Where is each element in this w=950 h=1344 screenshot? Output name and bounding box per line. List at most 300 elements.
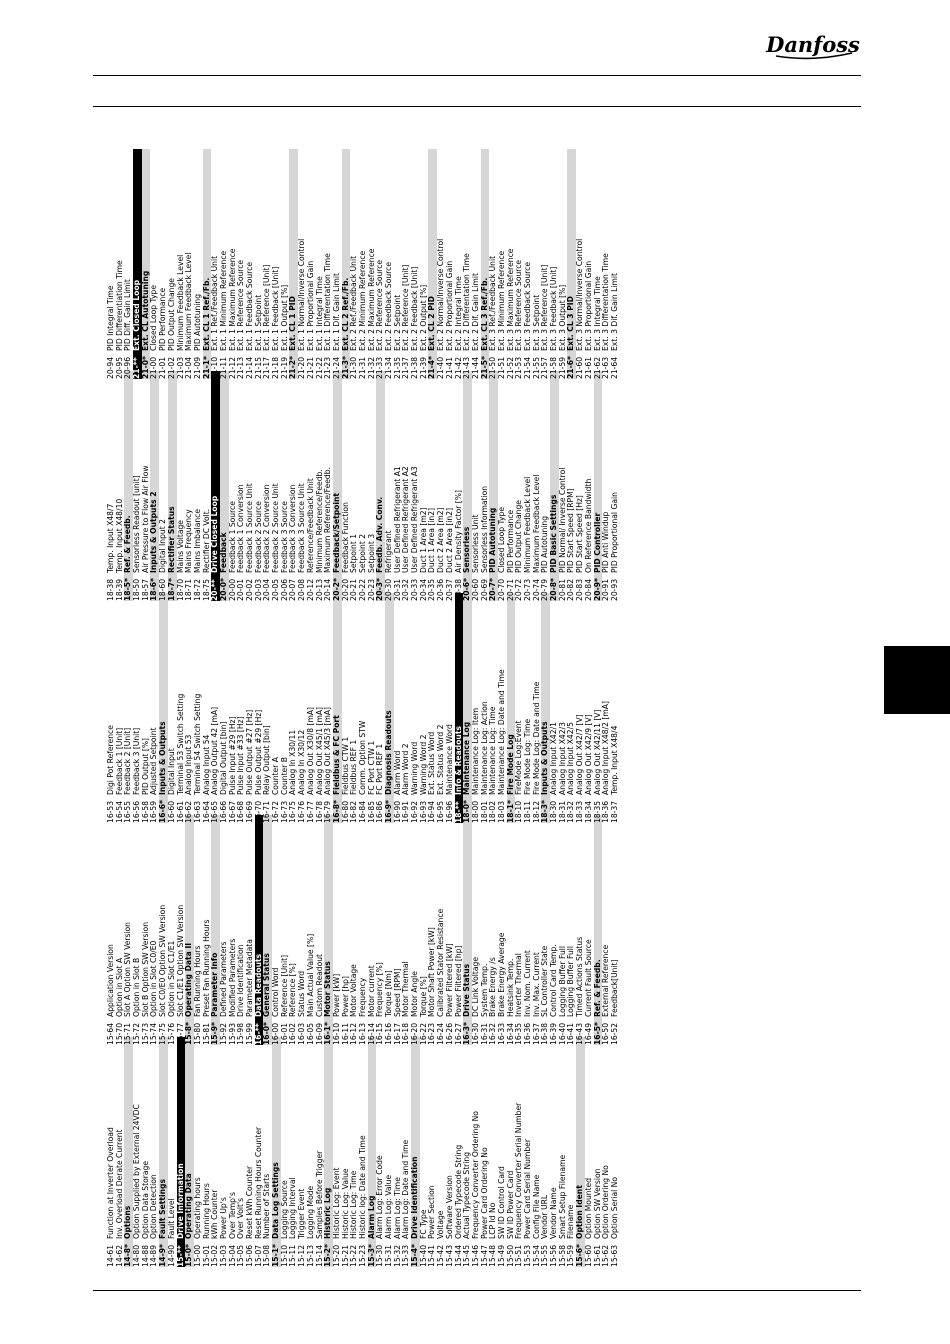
- parameter-name: Inputs & Outputs: [540, 721, 550, 795]
- parameter-name: Sensorless: [462, 526, 472, 573]
- parameter-name: Ext. 2 Feedback Source: [384, 262, 393, 351]
- parameter-name: Option in Slot C1/E1: [166, 940, 176, 1017]
- parameter-name: Terminal 53 Switch Setting: [175, 693, 185, 795]
- parameter-number: 18-32: [566, 800, 576, 823]
- parameter-number: 21-59: [557, 356, 567, 379]
- parameter-name: Ext. 2 Dif. Gain Limit: [470, 273, 480, 351]
- parameter-name: Options: [123, 1205, 133, 1239]
- parameter-name: Warning Word 2: [418, 734, 428, 795]
- parameter-number: 18-**: [453, 801, 463, 823]
- parameter-name: Frequency: [357, 977, 367, 1017]
- parameter-number: 16-95: [436, 800, 446, 823]
- parameter-row: [611, 371, 620, 601]
- parameter-number: 20-30: [384, 578, 393, 601]
- parameter-number: 21-15: [253, 356, 263, 379]
- parameter-number: 18-37: [609, 800, 619, 823]
- parameter-number: 16-31: [479, 1022, 489, 1045]
- parameter-name: Ext. Status Word: [427, 731, 437, 795]
- parameter-name: Feedback 2 Conversion: [262, 484, 272, 573]
- parameter-name: Ext. 2 Output [%]: [418, 284, 428, 351]
- parameter-number: 15-72: [132, 1022, 142, 1045]
- parameter-number: 20-2*: [331, 578, 341, 601]
- parameter-name: Option Ident: [575, 1185, 585, 1239]
- parameter-number: 16-72: [271, 800, 281, 823]
- parameter-name: Mains Voltage: [175, 520, 185, 573]
- parameter-name: Drive Identification: [410, 1156, 420, 1239]
- parameter-number: 16-56: [132, 800, 142, 823]
- parameter-name: SW ID Power Card: [505, 1170, 515, 1239]
- parameter-number: 16-6*: [158, 800, 168, 823]
- parameter-name: Feedback: [218, 532, 228, 573]
- parameter-name: User Defined Refrigerant A3: [410, 466, 420, 573]
- parameter-number: 20-01: [236, 578, 246, 601]
- footer-rule: [93, 1290, 861, 1291]
- parameter-number: 20-7*: [488, 578, 498, 601]
- parameter-name: Ext. CL 2 PID: [427, 296, 437, 351]
- parameter-name: Maintenance Log: Item: [470, 707, 480, 795]
- parameter-number: 18-02: [488, 800, 498, 823]
- parameter-name: Motor Angle: [410, 971, 420, 1017]
- parameter-number: 16-64: [201, 800, 211, 823]
- parameter-number: 15-92: [218, 1022, 228, 1045]
- parameter-name: FC Type: [418, 1209, 428, 1239]
- parameter-number: 16-75: [288, 800, 298, 823]
- parameter-number: 14-89: [149, 1244, 159, 1267]
- parameter-number: 15-59: [566, 1244, 576, 1267]
- parameter-name: Option in Slot B: [132, 957, 142, 1017]
- parameter-name: Option Mounted: [583, 1177, 593, 1239]
- parameter-number: 21-04: [184, 356, 194, 379]
- parameter-number: 18-36: [601, 800, 611, 823]
- parameter-name: Filename: [566, 1204, 576, 1239]
- parameter-name: Operating hours: [192, 1177, 202, 1239]
- parameter-name: Custom Readout: [314, 953, 324, 1017]
- parameter-name: Software Version: [444, 1175, 454, 1239]
- parameter-name: Reference/Feedback Unit: [305, 478, 315, 573]
- parameter-number: 20-3*: [375, 578, 385, 601]
- parameter-name: Slot A Option SW Version: [123, 922, 133, 1017]
- parameter-name: PID Output [%]: [140, 737, 150, 795]
- parameter-number: 15-11: [288, 1244, 298, 1267]
- parameter-number: 16-18: [401, 1022, 411, 1045]
- parameter-name: Ext. 1 Feedback Source: [245, 262, 254, 351]
- parameter-number: 20-07: [288, 578, 298, 601]
- parameter-number: 16-09: [314, 1022, 324, 1045]
- parameter-name: Logging Buffer Full: [557, 946, 567, 1017]
- parameter-number: 16-01: [279, 1022, 289, 1045]
- parameter-name: Counter A: [271, 757, 281, 795]
- parameter-number: 21-00: [149, 356, 159, 379]
- parameter-number: 15-54: [531, 1244, 541, 1267]
- parameter-name: Duct 1 Area [m2]: [418, 507, 428, 573]
- logo-wordmark: Danfoss: [766, 32, 860, 57]
- parameter-number: 15-07: [253, 1244, 263, 1267]
- parameter-name: Data Log Settings: [271, 1162, 281, 1239]
- parameter-number: 16-63: [192, 800, 202, 823]
- parameter-name: Ext. 1 Feedback [Unit]: [271, 266, 281, 351]
- parameter-number: 21-24: [331, 356, 341, 379]
- parameter-name: Feedb. Adv. Conv.: [375, 496, 385, 573]
- parameter-name: PID Autotuning: [540, 515, 550, 573]
- parameter-name: Ext. 1 Proportional Gain: [305, 260, 315, 351]
- parameter-number: 18-34: [583, 800, 593, 823]
- parameter-number: 15-60: [583, 1244, 593, 1267]
- parameter-number: 16-85: [366, 800, 376, 823]
- parameter-name: Frequency Converter Serial Number: [514, 1102, 524, 1239]
- parameter-name: Brake Energy /s: [488, 957, 498, 1017]
- parameter-column: [107, 1037, 620, 1267]
- parameter-name: Analog Out X45/1 [mA]: [314, 706, 324, 795]
- parameter-number: 16-03: [297, 1022, 307, 1045]
- parameter-number: 20-38: [453, 578, 463, 601]
- parameter-name: Inputs & Outputs: [158, 721, 168, 795]
- parameter-name: Adjusted Setpoint: [149, 727, 159, 795]
- parameter-list: [107, 127, 855, 1267]
- parameter-name: Application Version: [106, 944, 115, 1017]
- parameter-number: 16-9*: [384, 800, 393, 823]
- parameter-number: 16-52: [609, 1022, 619, 1045]
- parameter-name: Digital Input: [166, 748, 176, 795]
- parameter-number: 20-00: [227, 578, 237, 601]
- parameter-number: 18-6*: [149, 578, 159, 601]
- parameter-name: Duct 2 Area [in2]: [444, 507, 454, 573]
- parameter-name: Ext. 3 Feedback [Unit]: [549, 266, 559, 351]
- section-tab-marker: [884, 646, 950, 714]
- parameter-number: 16-90: [392, 800, 402, 823]
- parameter-name: Analog Input X42/5: [566, 722, 576, 795]
- parameter-name: Fan Running Hours: [192, 945, 202, 1017]
- parameter-number: 21-18: [271, 356, 281, 379]
- parameter-name: Rectifier Status: [166, 506, 176, 573]
- parameter-name: Ext. 2 Reference [Unit]: [401, 264, 411, 351]
- parameter-name: Fault Level: [166, 1198, 176, 1239]
- parameter-number: 15-23: [357, 1244, 367, 1267]
- header-rule: [93, 75, 861, 76]
- parameter-row: [611, 593, 620, 823]
- parameter-number: 15-71: [123, 1022, 133, 1045]
- parameter-number: 15-22: [349, 1244, 359, 1267]
- parameter-number: 16-13: [357, 1022, 367, 1045]
- parameter-name: Speed [RPM]: [392, 968, 402, 1017]
- parameter-number: 15-61: [592, 1244, 602, 1267]
- parameter-name: Power Section: [427, 1185, 437, 1239]
- parameter-name: Logging Source: [279, 1180, 289, 1239]
- parameter-number: 16-24: [436, 1022, 446, 1045]
- parameter-name: Feedback 1 [Unit]: [114, 727, 124, 795]
- parameter-number: 16-17: [392, 1022, 402, 1045]
- parameter-name: Modified Parameters: [227, 938, 237, 1017]
- parameter-name: Ext. 1 Dif. Gain Limit: [331, 273, 341, 351]
- parameter-number: 21-10: [210, 356, 220, 379]
- parameter-name: PID Integral Time: [106, 285, 115, 351]
- parameter-number: 18-7*: [166, 578, 176, 601]
- parameter-name: Running Hours: [201, 1183, 211, 1239]
- parameter-name: Maximum Reference/Feedb.: [323, 467, 333, 573]
- parameter-number: 18-31: [557, 800, 567, 823]
- parameter-number: 15-00: [192, 1244, 202, 1267]
- parameter-number: 18-30: [549, 800, 559, 823]
- parameter-number: 16-14: [366, 1022, 376, 1045]
- parameter-name: Terminal 54 Switch Setting: [192, 693, 202, 795]
- parameter-number: 14-9*: [158, 1244, 168, 1267]
- parameter-number: 20-03: [253, 578, 263, 601]
- parameter-name: Fault Settings: [158, 1179, 168, 1239]
- parameter-number: 16-23: [427, 1022, 437, 1045]
- parameter-name: Rectifier DC Volt.: [201, 508, 211, 573]
- parameter-name: PID Autotuning: [488, 507, 498, 573]
- parameter-number: 16-65: [210, 800, 220, 823]
- parameter-name: External Reference: [601, 944, 611, 1017]
- parameter-name: Reference [Unit]: [279, 954, 289, 1017]
- parameter-number: 15-47: [479, 1244, 489, 1267]
- parameter-number: 18-12: [531, 800, 541, 823]
- parameter-number: 21-38: [410, 356, 420, 379]
- parameter-name: Option Serial No: [609, 1177, 619, 1239]
- parameter-number: 16-60: [166, 800, 176, 823]
- parameter-name: Digital Output [bin]: [218, 721, 228, 795]
- parameter-number: 18-39: [114, 578, 124, 601]
- parameter-number: 20-35: [427, 578, 437, 601]
- parameter-name: Maintenance Word: [444, 724, 454, 795]
- parameter-number: 21-0*: [140, 356, 150, 379]
- parameter-name: Current Fault Source: [583, 939, 593, 1017]
- parameter-name: Info & Readouts: [453, 726, 463, 795]
- parameter-number: 21-50: [488, 356, 498, 379]
- parameter-name: Analog Out X42/7 [V]: [575, 714, 585, 795]
- parameter-number: 20-12: [305, 578, 315, 601]
- parameter-name: Voltage: [436, 1210, 446, 1239]
- parameter-number: 21-3*: [340, 356, 350, 379]
- parameter-name: Ext. 3 Normal/Inverse Control: [575, 238, 585, 351]
- parameter-name: Analog Input 54: [201, 734, 211, 795]
- parameter-number: 21-4*: [427, 356, 437, 379]
- parameter-name: Inputs & Outputs 2: [149, 491, 159, 573]
- parameter-number: 18-1*: [505, 800, 515, 823]
- parameter-name: Fieldbus REF 1: [349, 739, 359, 795]
- parameter-number: 15-0*: [184, 1244, 194, 1267]
- parameter-number: 15-75: [158, 1022, 168, 1045]
- parameter-number: 16-5*: [592, 1022, 602, 1045]
- parameter-number: 21-35: [392, 356, 402, 379]
- parameter-name: Inv. Max. Current: [531, 952, 541, 1017]
- parameter-name: Analog Out X45/3 [mA]: [323, 706, 333, 795]
- parameter-number: 15-80: [192, 1022, 202, 1045]
- parameter-number: 15-98: [236, 1022, 246, 1045]
- parameter-number: 15-55: [540, 1244, 550, 1267]
- parameter-name: Air Pressure to Flow Air Flow: [140, 465, 150, 573]
- parameter-name: PID Start Speed [RPM]: [566, 488, 576, 573]
- parameter-name: Alarm Word 2: [401, 743, 411, 795]
- parameter-name: Drive Status: [462, 963, 472, 1017]
- parameter-number: 20-14: [323, 578, 333, 601]
- parameter-number: 21-42: [453, 356, 463, 379]
- parameter-number: 18-3*: [540, 800, 550, 823]
- parameter-name: Motor Thermal: [401, 961, 411, 1017]
- parameter-number: 15-50: [505, 1244, 515, 1267]
- parameter-number: 16-92: [410, 800, 420, 823]
- parameter-number: 20-93: [609, 578, 619, 601]
- parameter-name: Fieldbus CTW 1: [340, 736, 350, 795]
- parameter-number: 15-41: [427, 1244, 437, 1267]
- parameter-name: Drive Information: [175, 1163, 185, 1239]
- parameter-number: 16-77: [305, 800, 315, 823]
- parameter-name: General Status: [262, 953, 272, 1017]
- parameter-number: 15-62: [601, 1244, 611, 1267]
- parameter-number: 15-77: [175, 1022, 185, 1045]
- parameter-number: 20-72: [514, 578, 524, 601]
- parameter-number: 16-37: [531, 1022, 541, 1045]
- parameter-name: Temp. Input X48/7: [106, 503, 115, 573]
- parameter-name: Alarm Log: Time: [392, 1177, 402, 1239]
- parameter-name: Motor Voltage: [349, 964, 359, 1017]
- parameter-number: 15-2*: [323, 1244, 333, 1267]
- parameter-name: Feedback 3 Conversion: [288, 484, 298, 573]
- parameter-name: Ext. 3 Ref./Feedback Unit: [488, 255, 498, 351]
- parameter-number: 15-42: [436, 1244, 446, 1267]
- parameter-name: Option Data Storage: [140, 1160, 150, 1239]
- parameter-name: Counter B: [279, 757, 289, 795]
- parameter-number: 15-**: [175, 1245, 185, 1267]
- parameter-number: 16-71: [262, 800, 272, 823]
- parameter-name: Refrigerant: [384, 530, 393, 573]
- parameter-name: Timed Actions Status: [575, 936, 585, 1017]
- parameter-number: 16-66: [218, 800, 228, 823]
- parameter-number: 15-05: [236, 1244, 246, 1267]
- parameter-number: 21-23: [323, 356, 333, 379]
- parameter-name: Warning Word: [410, 741, 420, 795]
- parameter-number: 20-13: [314, 578, 324, 601]
- parameter-number: 15-99: [245, 1022, 254, 1045]
- parameter-number: 18-71: [184, 578, 194, 601]
- parameter-name: Power [kW]: [331, 973, 341, 1017]
- parameter-number: 16-8*: [331, 800, 341, 823]
- parameter-name: Historic Log: Value: [340, 1168, 350, 1239]
- parameter-number: 15-63: [609, 1244, 619, 1267]
- parameter-number: 16-96: [444, 800, 454, 823]
- parameter-name: kWh Counter: [210, 1189, 220, 1239]
- parameter-number: 15-13: [305, 1244, 315, 1267]
- parameter-number: 15-12: [297, 1244, 307, 1267]
- parameter-name: Fire Mode Log: Time: [523, 718, 532, 795]
- parameter-number: 16-10: [331, 1022, 341, 1045]
- parameter-number: 18-60: [158, 578, 168, 601]
- parameter-name: Operating Data: [184, 1173, 194, 1239]
- parameter-name: Sensorless Readout [unit]: [132, 475, 142, 573]
- parameter-number: 15-70: [114, 1022, 124, 1045]
- parameter-number: 20-04: [262, 578, 272, 601]
- parameter-number: 15-40: [418, 1244, 428, 1267]
- parameter-number: 20-36: [436, 578, 446, 601]
- parameter-number: 15-02: [210, 1244, 220, 1267]
- parameter-name: Sensorless Information: [479, 485, 489, 573]
- parameter-number: 18-75: [201, 578, 211, 601]
- parameter-number: 20-9*: [592, 578, 602, 601]
- parameter-number: 21-21: [305, 356, 315, 379]
- parameter-number: 21-44: [470, 356, 480, 379]
- parameter-number: 21-5*: [479, 356, 489, 379]
- parameter-number: 20-94: [106, 356, 115, 379]
- parameter-name: Analog Output 42 [mA]: [210, 706, 220, 795]
- parameter-name: SW ID Control Card: [496, 1166, 506, 1239]
- parameter-number: 15-31: [384, 1244, 393, 1267]
- parameter-number: 16-16: [384, 1022, 393, 1045]
- parameter-name: PID Autotuning: [192, 293, 202, 351]
- parameter-name: Ext. CL 3 PID: [566, 296, 576, 351]
- parameter-name: Fieldbus & FC Port: [331, 715, 341, 795]
- parameter-number: 18-72: [192, 578, 202, 601]
- parameter-name: Diagnosis Readouts: [384, 710, 393, 795]
- parameter-number: 20-20: [340, 578, 350, 601]
- parameter-number: 21-31: [357, 356, 367, 379]
- parameter-number: 15-1*: [271, 1244, 281, 1267]
- parameter-name: Ext. 3 Maximum Reference: [505, 248, 515, 351]
- parameter-name: Ext. 2 Normal/Inverse Control: [436, 238, 446, 351]
- parameter-number: 21-20: [297, 356, 307, 379]
- parameter-name: Historic Log: Time: [349, 1170, 359, 1239]
- parameter-name: Ext. 2 Setpoint: [392, 294, 402, 351]
- parameter-name: Over Volt's: [236, 1197, 246, 1239]
- parameter-name: Ext. Status Word 2: [436, 724, 446, 795]
- parameter-number: 20-33: [410, 578, 420, 601]
- parameter-number: 20-0*: [218, 578, 228, 601]
- parameter-number: 16-94: [427, 800, 437, 823]
- parameter-number: 20-82: [566, 578, 576, 601]
- parameter-name: Relay Output [bin]: [262, 725, 272, 795]
- parameter-number: 21-39: [418, 356, 428, 379]
- parameter-column: [107, 815, 620, 1045]
- parameter-name: Analog Input X42/3: [557, 722, 567, 795]
- parameter-name: PID Performance: [505, 509, 515, 573]
- parameter-name: Analog Out X42/11 [V]: [592, 709, 602, 795]
- parameter-number: 18-01: [479, 800, 489, 823]
- parameter-name: Ext. CL 3 Ref./Fb.: [479, 277, 489, 351]
- parameter-number: 16-15: [375, 1022, 385, 1045]
- parameter-number: 21-11: [218, 356, 228, 379]
- danfoss-logo: [768, 25, 858, 65]
- parameter-name: PID Output Change: [514, 500, 524, 573]
- parameter-number: 20-81: [557, 578, 567, 601]
- parameter-name: Ext. 3 Minimum Reference: [496, 250, 506, 351]
- parameter-number: 21-33: [375, 356, 385, 379]
- parameter-name: Number of Starts: [262, 1173, 272, 1239]
- parameter-number: 15-53: [523, 1244, 532, 1267]
- parameter-name: Minimum Feedback Level: [175, 254, 185, 351]
- parameter-name: FC Port CTW 1: [366, 740, 376, 795]
- parameter-name: Ext. 3 Feedback Source: [523, 262, 532, 351]
- parameter-number: 20-74: [531, 578, 541, 601]
- parameter-number: 16-20: [410, 1022, 420, 1045]
- parameter-number: 16-05: [305, 1022, 315, 1045]
- parameter-number: 15-44: [453, 1244, 463, 1267]
- header-rule-lower: [93, 106, 861, 107]
- parameter-number: 16-43: [575, 1022, 585, 1045]
- parameter-name: PID Performance: [158, 287, 168, 351]
- parameter-number: 18-50: [132, 578, 142, 601]
- parameter-name: Ext. 1 Output [%]: [279, 284, 289, 351]
- parameter-name: Digital Input 2: [158, 519, 168, 573]
- parameter-name: Maintenance Log: Time: [488, 706, 498, 795]
- parameter-name: PID Normal/ Inverse Control: [557, 467, 567, 573]
- parameter-number: 15-73: [140, 1022, 150, 1045]
- parameter-number: 21-54: [523, 356, 532, 379]
- parameter-number: 20-96: [123, 356, 133, 379]
- parameter-number: 15-45: [462, 1244, 472, 1267]
- parameter-name: Brake Energy Average: [496, 932, 506, 1017]
- parameter-name: Operating Data II: [184, 942, 194, 1017]
- parameter-number: 18-0*: [462, 800, 472, 823]
- parameter-number: 16-40: [557, 1022, 567, 1045]
- parameter-name: Slot B Option SW Version: [140, 921, 150, 1017]
